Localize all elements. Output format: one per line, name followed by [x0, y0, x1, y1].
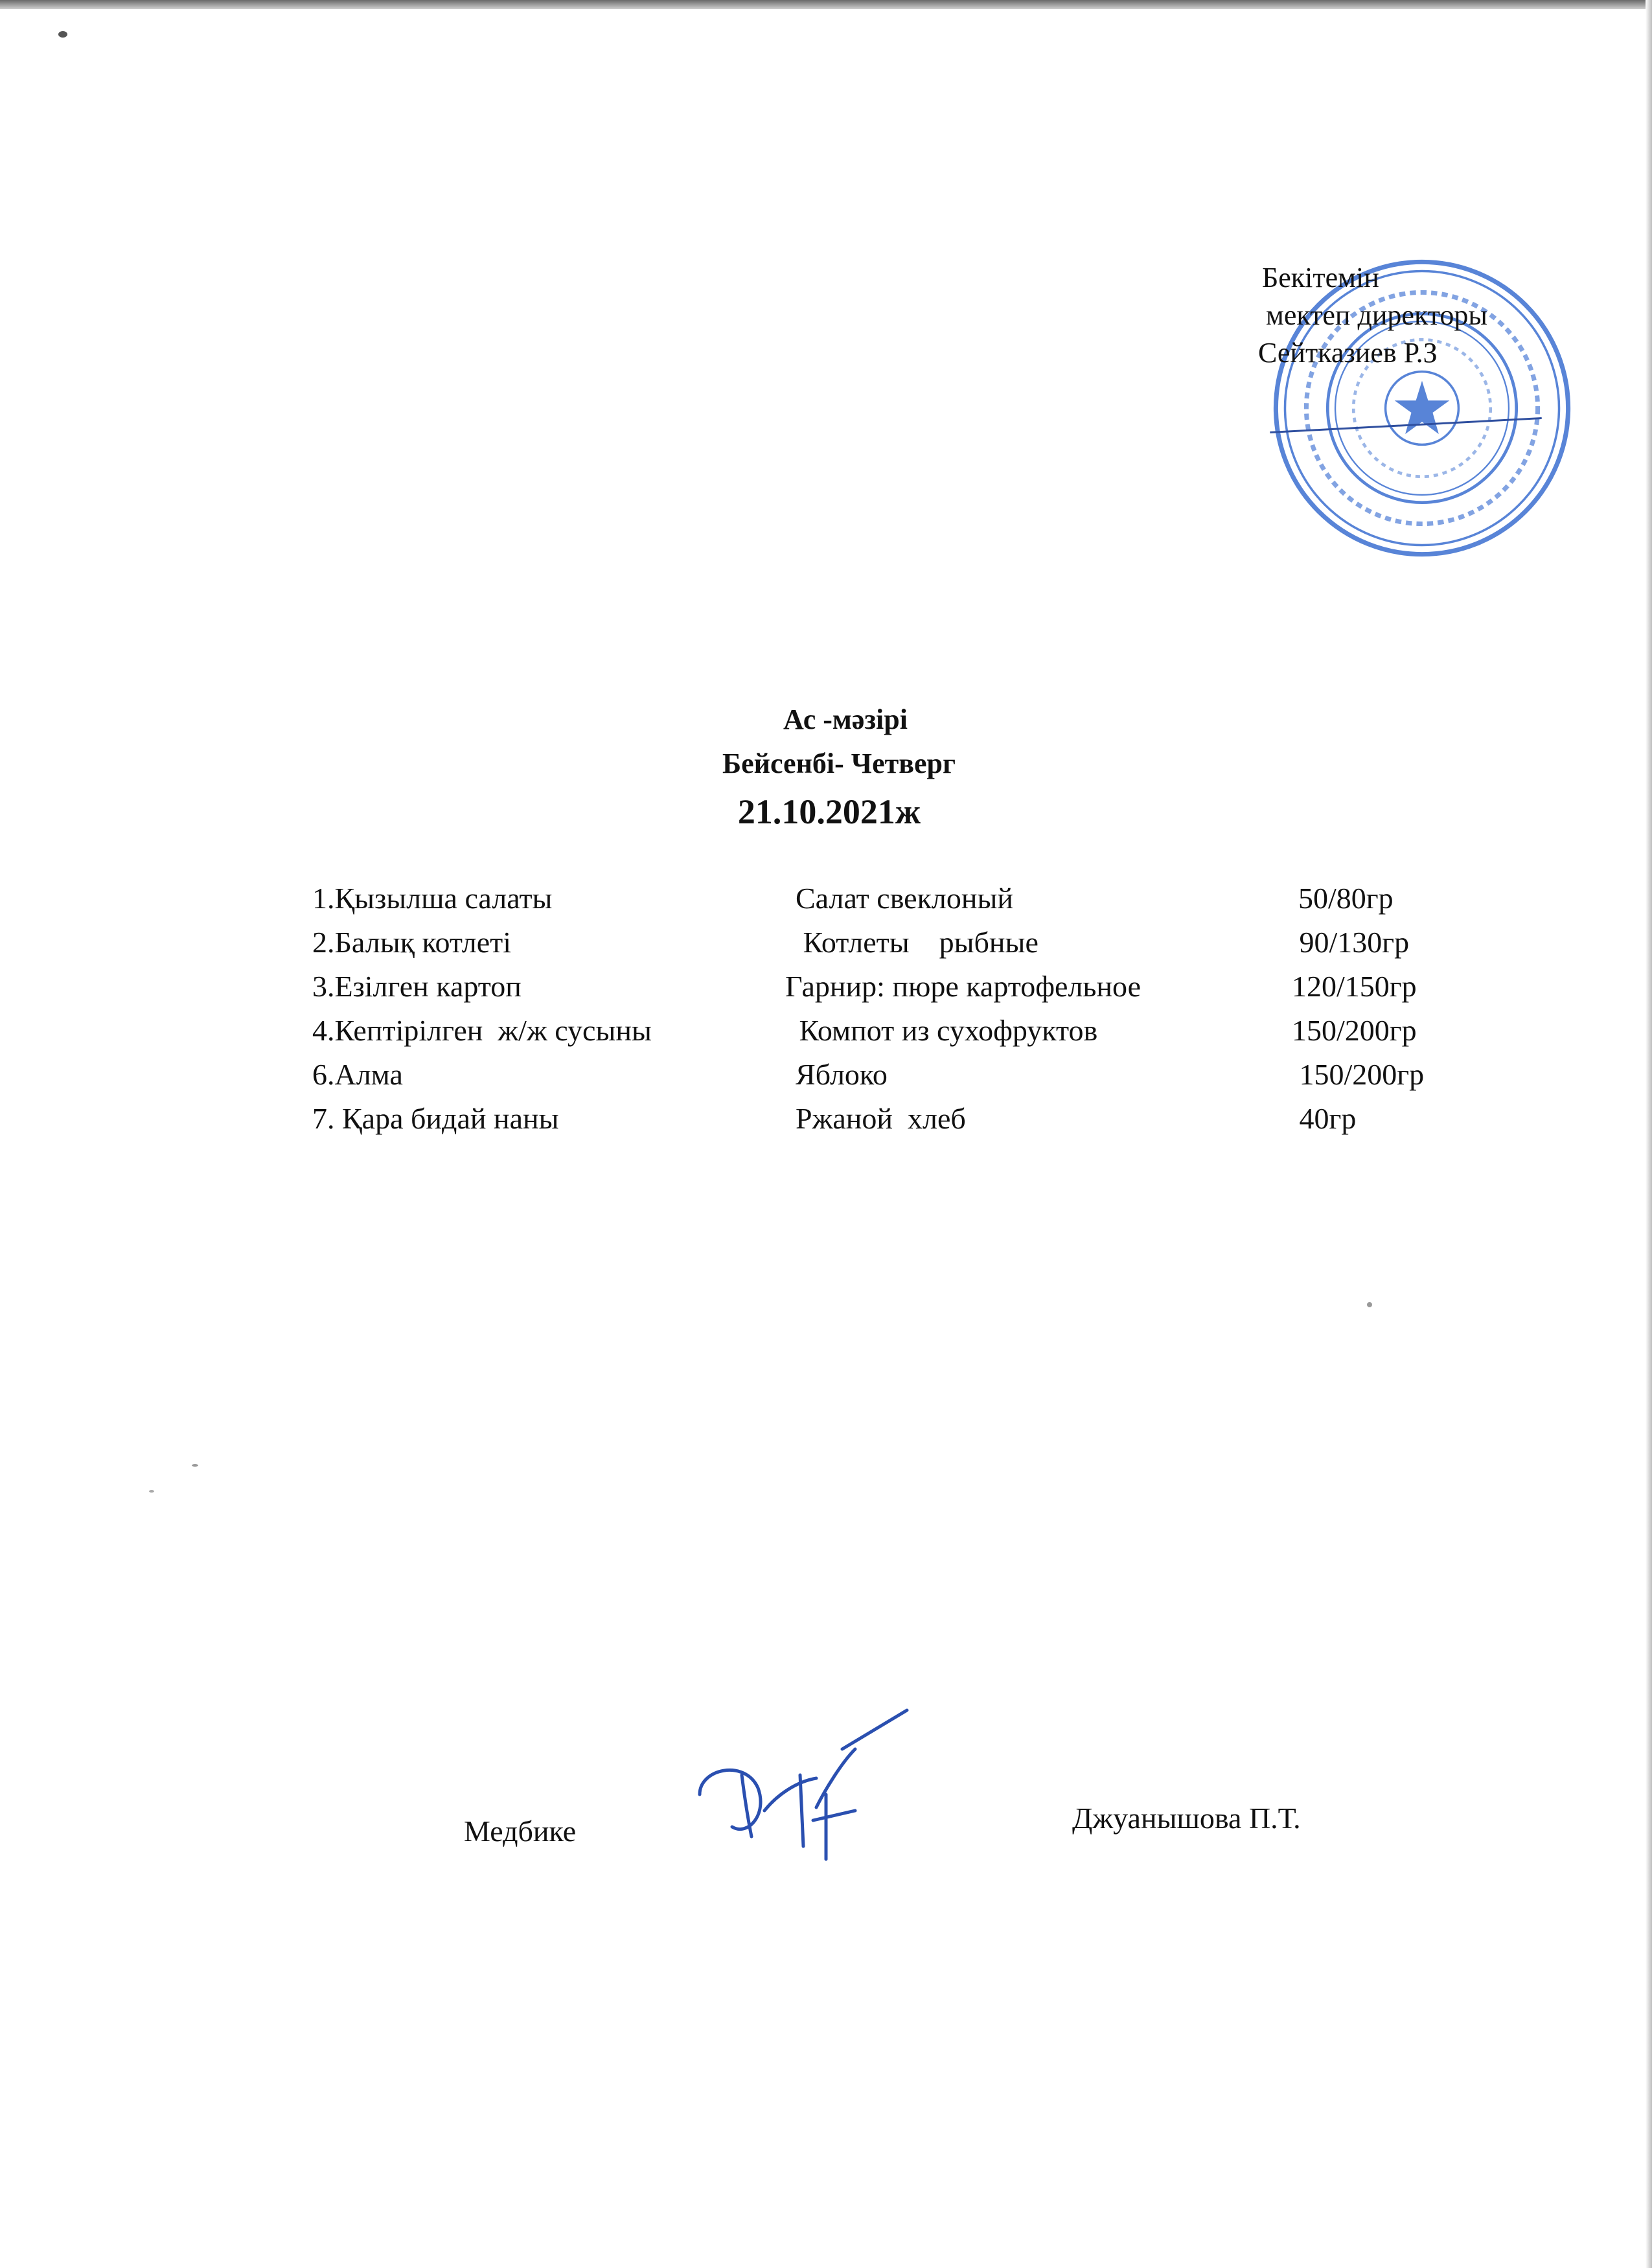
- menu-item: [0, 969, 1652, 1013]
- handwritten-signature-icon: [687, 1697, 920, 1879]
- menu-item-weight: 150/200гр: [1292, 1058, 1425, 1091]
- menu-item-kazakh: 4.Кептірілген ж/ж сусыны: [312, 1014, 652, 1047]
- menu-item: [0, 1101, 1652, 1145]
- menu-day: Бейсенбі- Четверг: [722, 748, 956, 779]
- scan-edge-top: [0, 0, 1652, 9]
- menu-item-weight: 90/130гр: [1292, 926, 1410, 959]
- menu-item: [0, 1057, 1652, 1101]
- menu-item-weight: 50/80гр: [1298, 882, 1394, 915]
- menu-item: [0, 925, 1652, 969]
- nurse-name: Джуанышова П.Т.: [1072, 1802, 1301, 1835]
- approval-block: [1250, 259, 1639, 372]
- scan-speck: [1367, 1302, 1372, 1307]
- scan-speck: [149, 1490, 154, 1493]
- menu-item-weight: 150/200гр: [1292, 1014, 1417, 1047]
- menu-item-kazakh: 1.Қызылша салаты: [312, 882, 553, 915]
- menu-item-kazakh: 3.Езілген картоп: [312, 970, 522, 1003]
- menu-list: [0, 881, 1652, 1153]
- approval-position: мектеп директоры: [1266, 299, 1487, 331]
- menu-item-russian: Компот из сухофруктов: [792, 1014, 1098, 1047]
- menu-item: [0, 1013, 1652, 1057]
- menu-item-kazakh: 2.Балық котлеті: [312, 926, 512, 959]
- approval-director-name: Сейтказиев Р.З: [1258, 337, 1438, 369]
- scan-speck: [192, 1464, 198, 1467]
- menu-item-russian: Салат свеклоный: [796, 882, 1014, 915]
- menu-item-russian: Гарнир: пюре картофельное: [785, 970, 1141, 1003]
- menu-date: 21.10.2021ж: [737, 792, 921, 831]
- menu-item-weight: 40гр: [1292, 1102, 1357, 1135]
- menu-item-russian: Ржаной хлеб: [796, 1102, 966, 1135]
- menu-item-kazakh: 6.Алма: [312, 1058, 403, 1091]
- nurse-role-label: Медбике: [464, 1815, 577, 1848]
- scan-speck: [58, 31, 67, 38]
- menu-item-kazakh: 7. Қара бидай наны: [312, 1102, 559, 1135]
- menu-item-weight: 120/150гр: [1292, 970, 1417, 1003]
- menu-item-russian: Котлеты рыбные: [796, 926, 1038, 959]
- approval-heading: Бекітемін: [1262, 262, 1379, 293]
- menu-item: [0, 881, 1652, 925]
- menu-item-russian: Яблоко: [796, 1058, 888, 1091]
- menu-title: Ас -мәзірі: [783, 704, 908, 735]
